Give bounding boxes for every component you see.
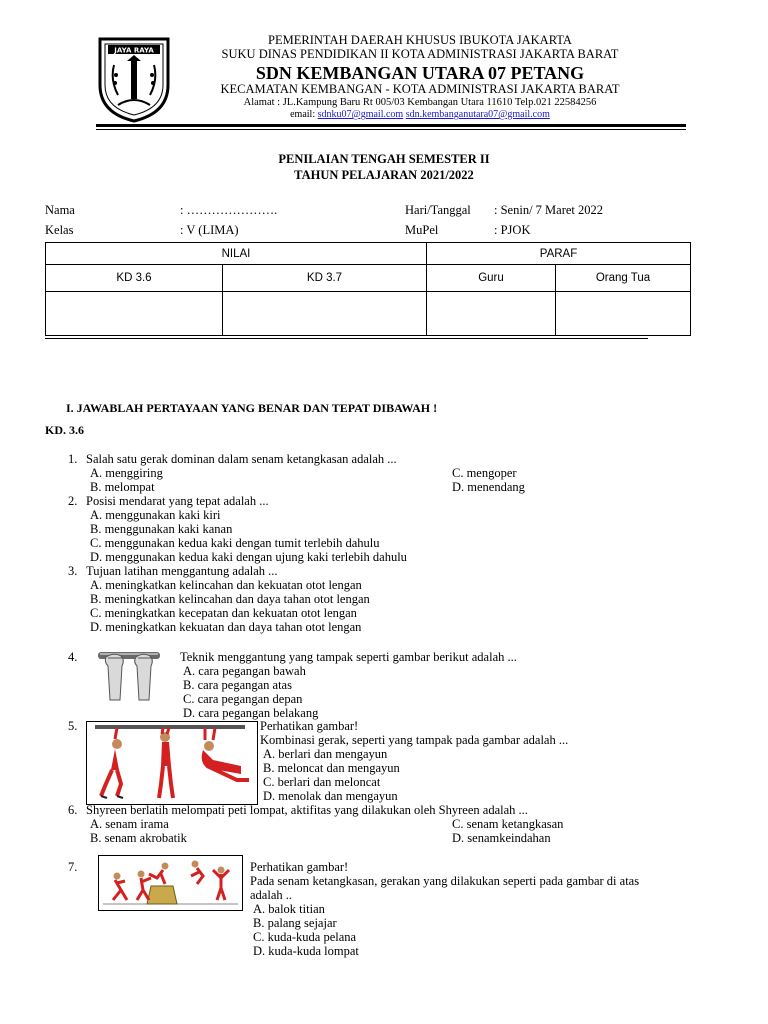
question-text: Salah satu gerak dominan dalam senam ketangkasan adalah ... <box>86 452 397 466</box>
q2-option-a[interactable]: A. menggunakan kaki kiri <box>90 508 221 522</box>
question-number: 2. <box>68 494 78 508</box>
q7-option-a[interactable]: A. balok titian <box>253 902 325 916</box>
email-link-1[interactable]: sdnku07@gmail.com <box>317 109 404 120</box>
section-kd: KD. 3.6 <box>45 423 84 437</box>
mupel-value: : PJOK <box>494 223 531 237</box>
score-table <box>45 242 691 336</box>
q5-option-d[interactable]: D. menolak dan mengayun <box>263 789 398 803</box>
header-gov: PEMERINTAH DAERAH KHUSUS IBUKOTA JAKARTA <box>268 33 572 47</box>
exam-title: PENILAIAN TENGAH SEMESTER II <box>278 152 490 166</box>
q2-option-d[interactable]: D. menggunakan kedua kaki dengan ujung kaki terlebih dahulu <box>90 550 407 564</box>
logo-text: JAYA RAYA <box>114 46 154 55</box>
question-7-number: 7. <box>68 860 78 874</box>
question-7-text-3: adalah .. <box>250 888 292 902</box>
header-email <box>170 108 670 121</box>
q2-option-b[interactable]: B. menggunakan kaki kanan <box>90 522 233 536</box>
question-2 <box>68 494 269 508</box>
header-district: KECAMATAN KEMBANGAN - KOTA ADMINISTRASI JAKARTA BARAT <box>220 82 620 96</box>
q4-option-a[interactable]: A. cara pegangan bawah <box>183 664 306 678</box>
guru-header: Guru <box>427 265 556 292</box>
swing-combination-image <box>86 721 258 805</box>
orang-tua-sign-cell[interactable] <box>556 292 691 336</box>
q5-option-b[interactable]: B. meloncat dan mengayun <box>263 761 400 775</box>
email-label: email: <box>290 109 318 120</box>
header-address: Alamat : JL.Kampung Baru Rt 005/03 Kembangan Utara 11610 Telp.021 22584256 <box>243 97 597 108</box>
nama-label: Nama <box>45 203 75 217</box>
email-link-2[interactable]: sdn.kembanganutara07@gmail.com <box>405 109 550 120</box>
q7-option-c[interactable]: C. kuda-kuda pelana <box>253 930 357 944</box>
q6-option-d[interactable]: D. senamkeindahan <box>452 831 551 845</box>
kd37-header: KD 3.7 <box>223 265 427 292</box>
paraf-header: PARAF <box>427 243 691 265</box>
q6-option-c[interactable]: C. senam ketangkasan <box>452 817 564 831</box>
question-5-text-2: Kombinasi gerak, seperti yang tampak pada gambar adalah ... <box>260 733 569 747</box>
nama-value: : …………………. <box>180 203 278 217</box>
q3-option-b[interactable]: B. meningkatkan kelincahan dan daya tahan otot lengan <box>90 592 370 606</box>
guru-sign-cell[interactable] <box>427 292 556 336</box>
question-number: 1. <box>68 452 78 466</box>
question-number: 6. <box>68 803 78 817</box>
question-4-number: 4. <box>68 650 78 664</box>
q3-option-a[interactable]: A. meningkatkan kelincahan dan kekuatan otot lengan <box>90 578 362 592</box>
question-7-text-2: Pada senam ketangkasan, gerakan yang dilakukan seperti pada gambar di atas <box>250 874 640 888</box>
kelas-value: : V (LIMA) <box>180 223 239 237</box>
header-dinas: SUKU DINAS PENDIDIKAN II KOTA ADMINISTRASI JAKARTA BARAT <box>221 47 619 61</box>
hari-value: : Senin/ 7 Maret 2022 <box>494 203 604 217</box>
q5-option-c[interactable]: C. berlari dan meloncat <box>263 775 381 789</box>
q6-option-a[interactable]: A. senam irama <box>90 817 169 831</box>
q6-option-b[interactable]: B. senam akrobatik <box>90 831 187 845</box>
question-text: Tujuan latihan menggantung adalah ... <box>86 564 278 578</box>
orang-tua-header: Orang Tua <box>556 265 691 292</box>
q7-option-d[interactable]: D. kuda-kuda lompat <box>253 944 359 958</box>
question-5-number: 5. <box>68 719 78 733</box>
hanging-grip-image <box>96 648 162 702</box>
question-3 <box>68 564 278 578</box>
kelas-label: Kelas <box>45 223 74 237</box>
question-6 <box>68 803 528 817</box>
q4-option-d[interactable]: D. cara pegangan belakang <box>183 706 319 720</box>
question-number: 3. <box>68 564 78 578</box>
kd36-score-cell[interactable] <box>46 292 223 336</box>
school-logo <box>96 35 172 123</box>
section-instruction: I. JAWABLAH PERTAYAAN YANG BENAR DAN TEPAT DIBAWAH ! <box>66 401 438 415</box>
header-rule-thin <box>96 129 686 130</box>
table-underline <box>45 338 648 339</box>
header-rule-thick <box>96 124 686 127</box>
nilai-header: NILAI <box>46 243 427 265</box>
question-1 <box>68 452 397 466</box>
kd37-score-cell[interactable] <box>223 292 427 336</box>
q1-option-b[interactable]: B. melompat <box>90 480 155 494</box>
exam-year: TAHUN PELAJARAN 2021/2022 <box>294 168 474 182</box>
q1-option-a[interactable]: A. menggiring <box>90 466 163 480</box>
q1-option-d[interactable]: D. menendang <box>452 480 525 494</box>
q7-option-b[interactable]: B. palang sejajar <box>253 916 337 930</box>
q2-option-c[interactable]: C. menggunakan kedua kaki dengan tumit terlebih dahulu <box>90 536 380 550</box>
question-text: Shyreen berlatih melompati peti lompat, aktifitas yang dilakukan oleh Shyreen adalah ... <box>86 803 528 817</box>
question-4-text: Teknik menggantung yang tampak seperti gambar berikut adalah ... <box>180 650 517 664</box>
question-text: Posisi mendarat yang tepat adalah ... <box>86 494 269 508</box>
school-name: SDN KEMBANGAN UTARA 07 PETANG <box>255 63 585 83</box>
q3-option-c[interactable]: C. meningkatkan kecepatan dan kekuatan otot lengan <box>90 606 357 620</box>
mupel-label: MuPel <box>405 223 439 237</box>
q4-option-b[interactable]: B. cara pegangan atas <box>183 678 292 692</box>
q3-option-d[interactable]: D. meningkatkan kekuatan dan daya tahan otot lengan <box>90 620 362 634</box>
question-7-text: Perhatikan gambar! <box>250 860 349 874</box>
hari-label: Hari/Tanggal <box>405 203 471 217</box>
question-5-text: Perhatikan gambar! <box>260 719 359 733</box>
q4-option-c[interactable]: C. cara pegangan depan <box>183 692 303 706</box>
vaulting-box-image <box>98 855 243 911</box>
q5-option-a[interactable]: A. berlari dan mengayun <box>263 747 388 761</box>
kd36-header: KD 3.6 <box>46 265 223 292</box>
q1-option-c[interactable]: C. mengoper <box>452 466 517 480</box>
